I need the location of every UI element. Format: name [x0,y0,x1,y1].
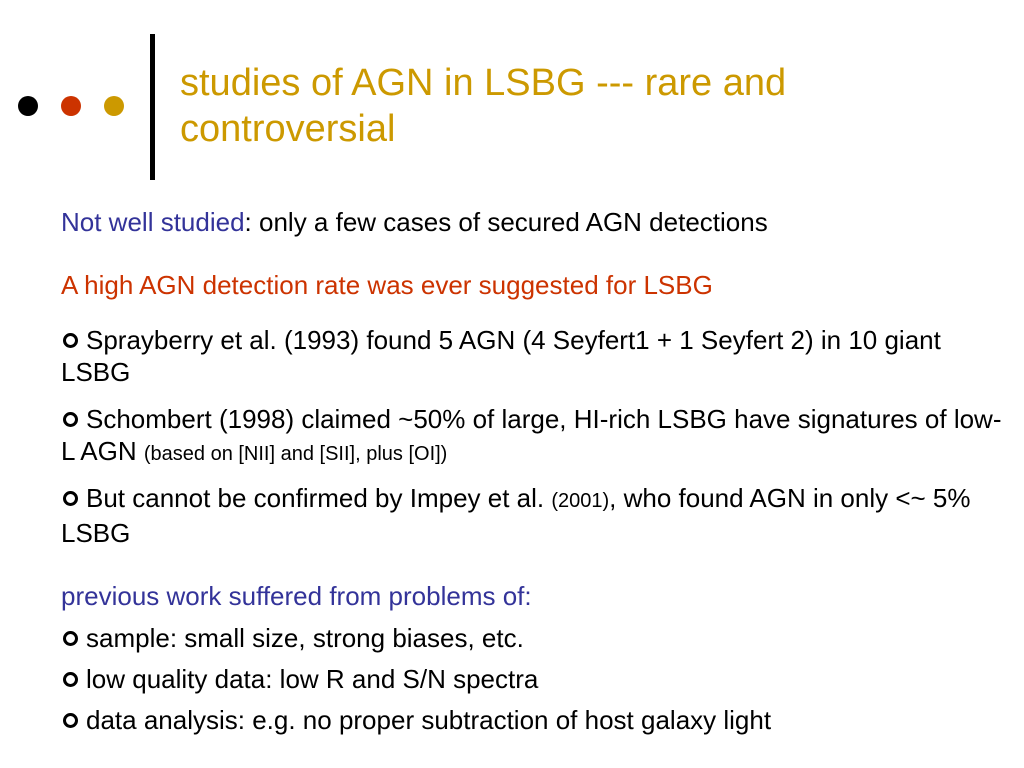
section2-bullet-1 [61,622,1011,654]
bullet-note: (2001) [551,490,610,512]
section2-bullet-3 [61,704,1011,736]
intro-rest: : only a few cases of secured AGN detections [244,207,768,237]
bullet-note: (based on [NII] and [SII], plus [OI]) [143,443,448,465]
bullet-tail: , who found AGN in only <~ 5% LSBG [61,483,971,548]
section2-bullet-2 [61,663,1011,695]
bullet-circle-icon [63,672,78,687]
section1-bullet-3 [61,482,1011,549]
section2-heading: previous work suffered from problems of: [61,581,532,611]
section1-bullet-2 [61,403,1011,470]
bullet-circle-icon [63,631,78,646]
section1-bullet-1 [61,324,1011,388]
intro-highlight: Not well studied [61,207,245,237]
bullet-text: But cannot be confirmed by Impey et al. [86,483,552,513]
intro-line [61,206,1011,238]
bullet-circle-icon [63,491,78,506]
bullet-text: Schombert (1998) claimed ~50% of large, HI-rich LSBG have signatures of low-L AGN [61,404,1002,466]
decor-dot-red [61,96,81,116]
bullet-circle-icon [63,713,78,728]
decor-dot-black [18,96,38,116]
bullet-circle-icon [63,412,78,427]
bullet-text: Sprayberry et al. (1993) found 5 AGN (4 Seyfert1 + 1 Seyfert 2) in 10 giant LSBG [61,325,941,387]
bullet-circle-icon [63,333,78,348]
title-divider [150,34,155,180]
bullet-text: sample: small size, strong biases, etc. [86,623,524,653]
slide-title: studies of AGN in LSBG --- rare and controversial [180,62,787,150]
decor-dot-gold [104,96,124,116]
bullet-text: data analysis: e.g. no proper subtraction of host galaxy light [86,705,772,735]
bullet-text: low quality data: low R and S/N spectra [86,664,539,694]
section1-heading: A high AGN detection rate was ever suggested for LSBG [61,270,713,300]
